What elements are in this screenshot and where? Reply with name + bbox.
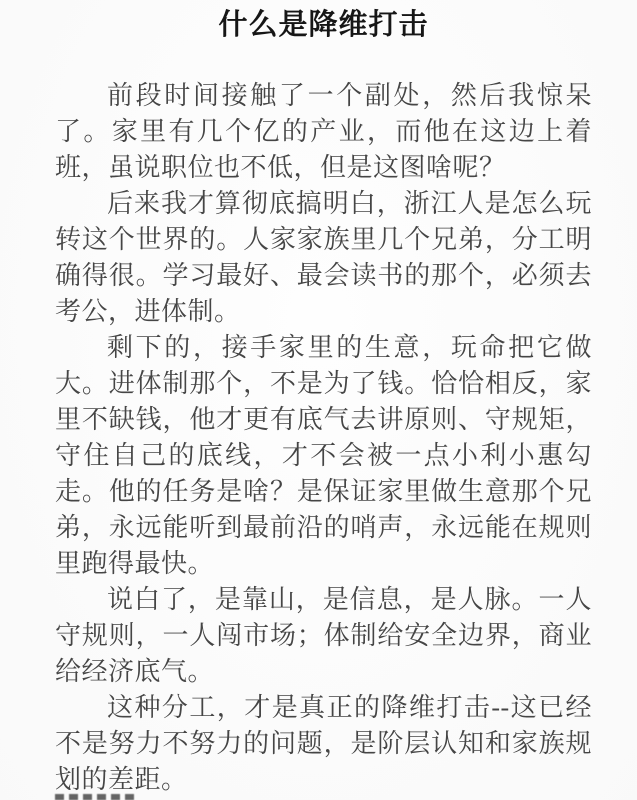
article-paragraph-3: 剩下的，接手家里的生意，玩命把它做大。进体制那个，不是为了钱。恰恰相反，家里不缺钱，他才更有底气去讲原则、守规矩，守住自己的底线，才不会被一点小利小惠勾走。他的任务是啥？是保证家里做生意那个兄弟，永远能听到最前沿的哨声，永远能在规则里跑得最快。 <box>55 333 592 578</box>
article-paragraph-4: 说白了，是靠山，是信息，是人脉。一人守规则，一人闯市场；体制给安全边界，商业给经济底气。 <box>55 585 592 686</box>
article-title: 什么是降维打击 <box>218 9 429 41</box>
article-paragraph-2: 后来我才算彻底搞明白，浙江人是怎么玩转这个世界的。人家家族里几个兄弟，分工明确得很。学习最好、最会读书的那个，必须去考公，进体制。 <box>55 189 592 326</box>
article-paragraph-1: 前段时间接触了一个副处，然后我惊呆了。家里有几个亿的产业，而他在这边上着班，虽说职位也不低，但是这图啥呢？ <box>55 81 592 182</box>
article-body <box>55 78 592 798</box>
article-paragraph-5: 这种分工，才是真正的降维打击--这已经不是努力不努力的问题，是阶层认知和家族规划的差距。 <box>55 693 592 794</box>
clipped-next-line-fragment <box>55 794 137 800</box>
